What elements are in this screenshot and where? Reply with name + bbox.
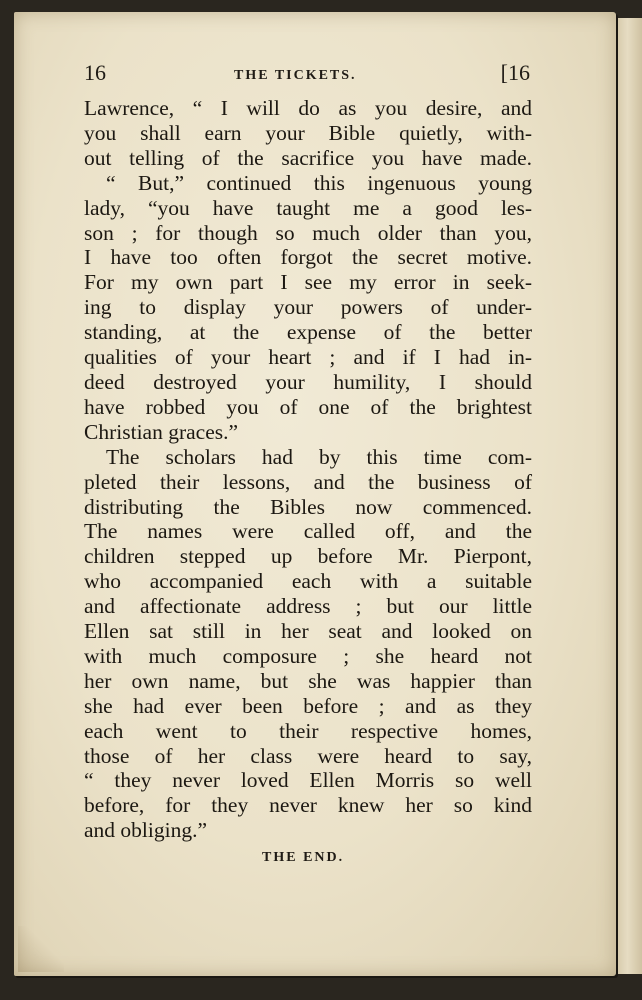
text-line: “ they never loved Ellen Morris so well xyxy=(84,768,532,793)
text-line: lady, “you have taught me a good les- xyxy=(84,195,532,220)
text-line: those of her class were heard to say, xyxy=(84,743,532,768)
text-line: distributing the Bibles now commenced. xyxy=(84,494,532,519)
text-line: and obliging.” xyxy=(84,818,208,843)
text-line: and affectionate address ; but our little xyxy=(84,594,532,619)
next-page-edge xyxy=(618,18,642,974)
text-line: I have too often forgot the secret motive. xyxy=(84,245,532,270)
text-line: children stepped up before Mr. Pierpont, xyxy=(84,544,532,569)
text-line: For my own part I see my error in seek- xyxy=(84,270,532,295)
text-line: The scholars had by this time com- xyxy=(106,444,532,469)
text-line: qualities of your heart ; and if I had in- xyxy=(84,345,532,370)
text-line: who accompanied each with a suitable xyxy=(84,569,532,594)
page-number: 16 xyxy=(84,60,106,85)
end-mark: THE END. xyxy=(262,850,345,865)
text-line: standing, at the expense of the better xyxy=(84,320,532,345)
text-line: before, for they never knew her so kind xyxy=(84,793,532,818)
text-line: Ellen sat still in her seat and looked on xyxy=(84,619,532,644)
text-line: with much composure ; she heard not xyxy=(84,643,532,668)
text-line: you shall earn your Bible quietly, with- xyxy=(84,120,532,145)
text-line: The names were called off, and the xyxy=(84,519,532,544)
folio-number: [16 xyxy=(500,60,530,85)
text-line: each went to their respective homes, xyxy=(84,718,532,743)
text-line: have robbed you of one of the brightest xyxy=(84,394,532,419)
text-line: out telling of the sacrifice you have made. xyxy=(84,145,532,170)
body-text xyxy=(84,96,532,843)
text-line: Christian graces.” xyxy=(84,419,239,444)
text-line: her own name, but she was happier than xyxy=(84,668,532,693)
text-line: pleted their lessons, and the business of xyxy=(84,469,532,494)
text-line: deed destroyed your humility, I should xyxy=(84,369,532,394)
running-title: THE TICKETS. xyxy=(234,68,357,83)
text-line: son ; for though so much older than you, xyxy=(84,220,532,245)
text-line: ing to display your powers of under- xyxy=(84,295,532,320)
text-line: she had ever been before ; and as they xyxy=(84,693,532,718)
text-line: Lawrence, “ I will do as you desire, and xyxy=(84,96,532,120)
running-header xyxy=(84,58,530,94)
text-line: “ But,” continued this ingenuous young xyxy=(106,170,532,195)
